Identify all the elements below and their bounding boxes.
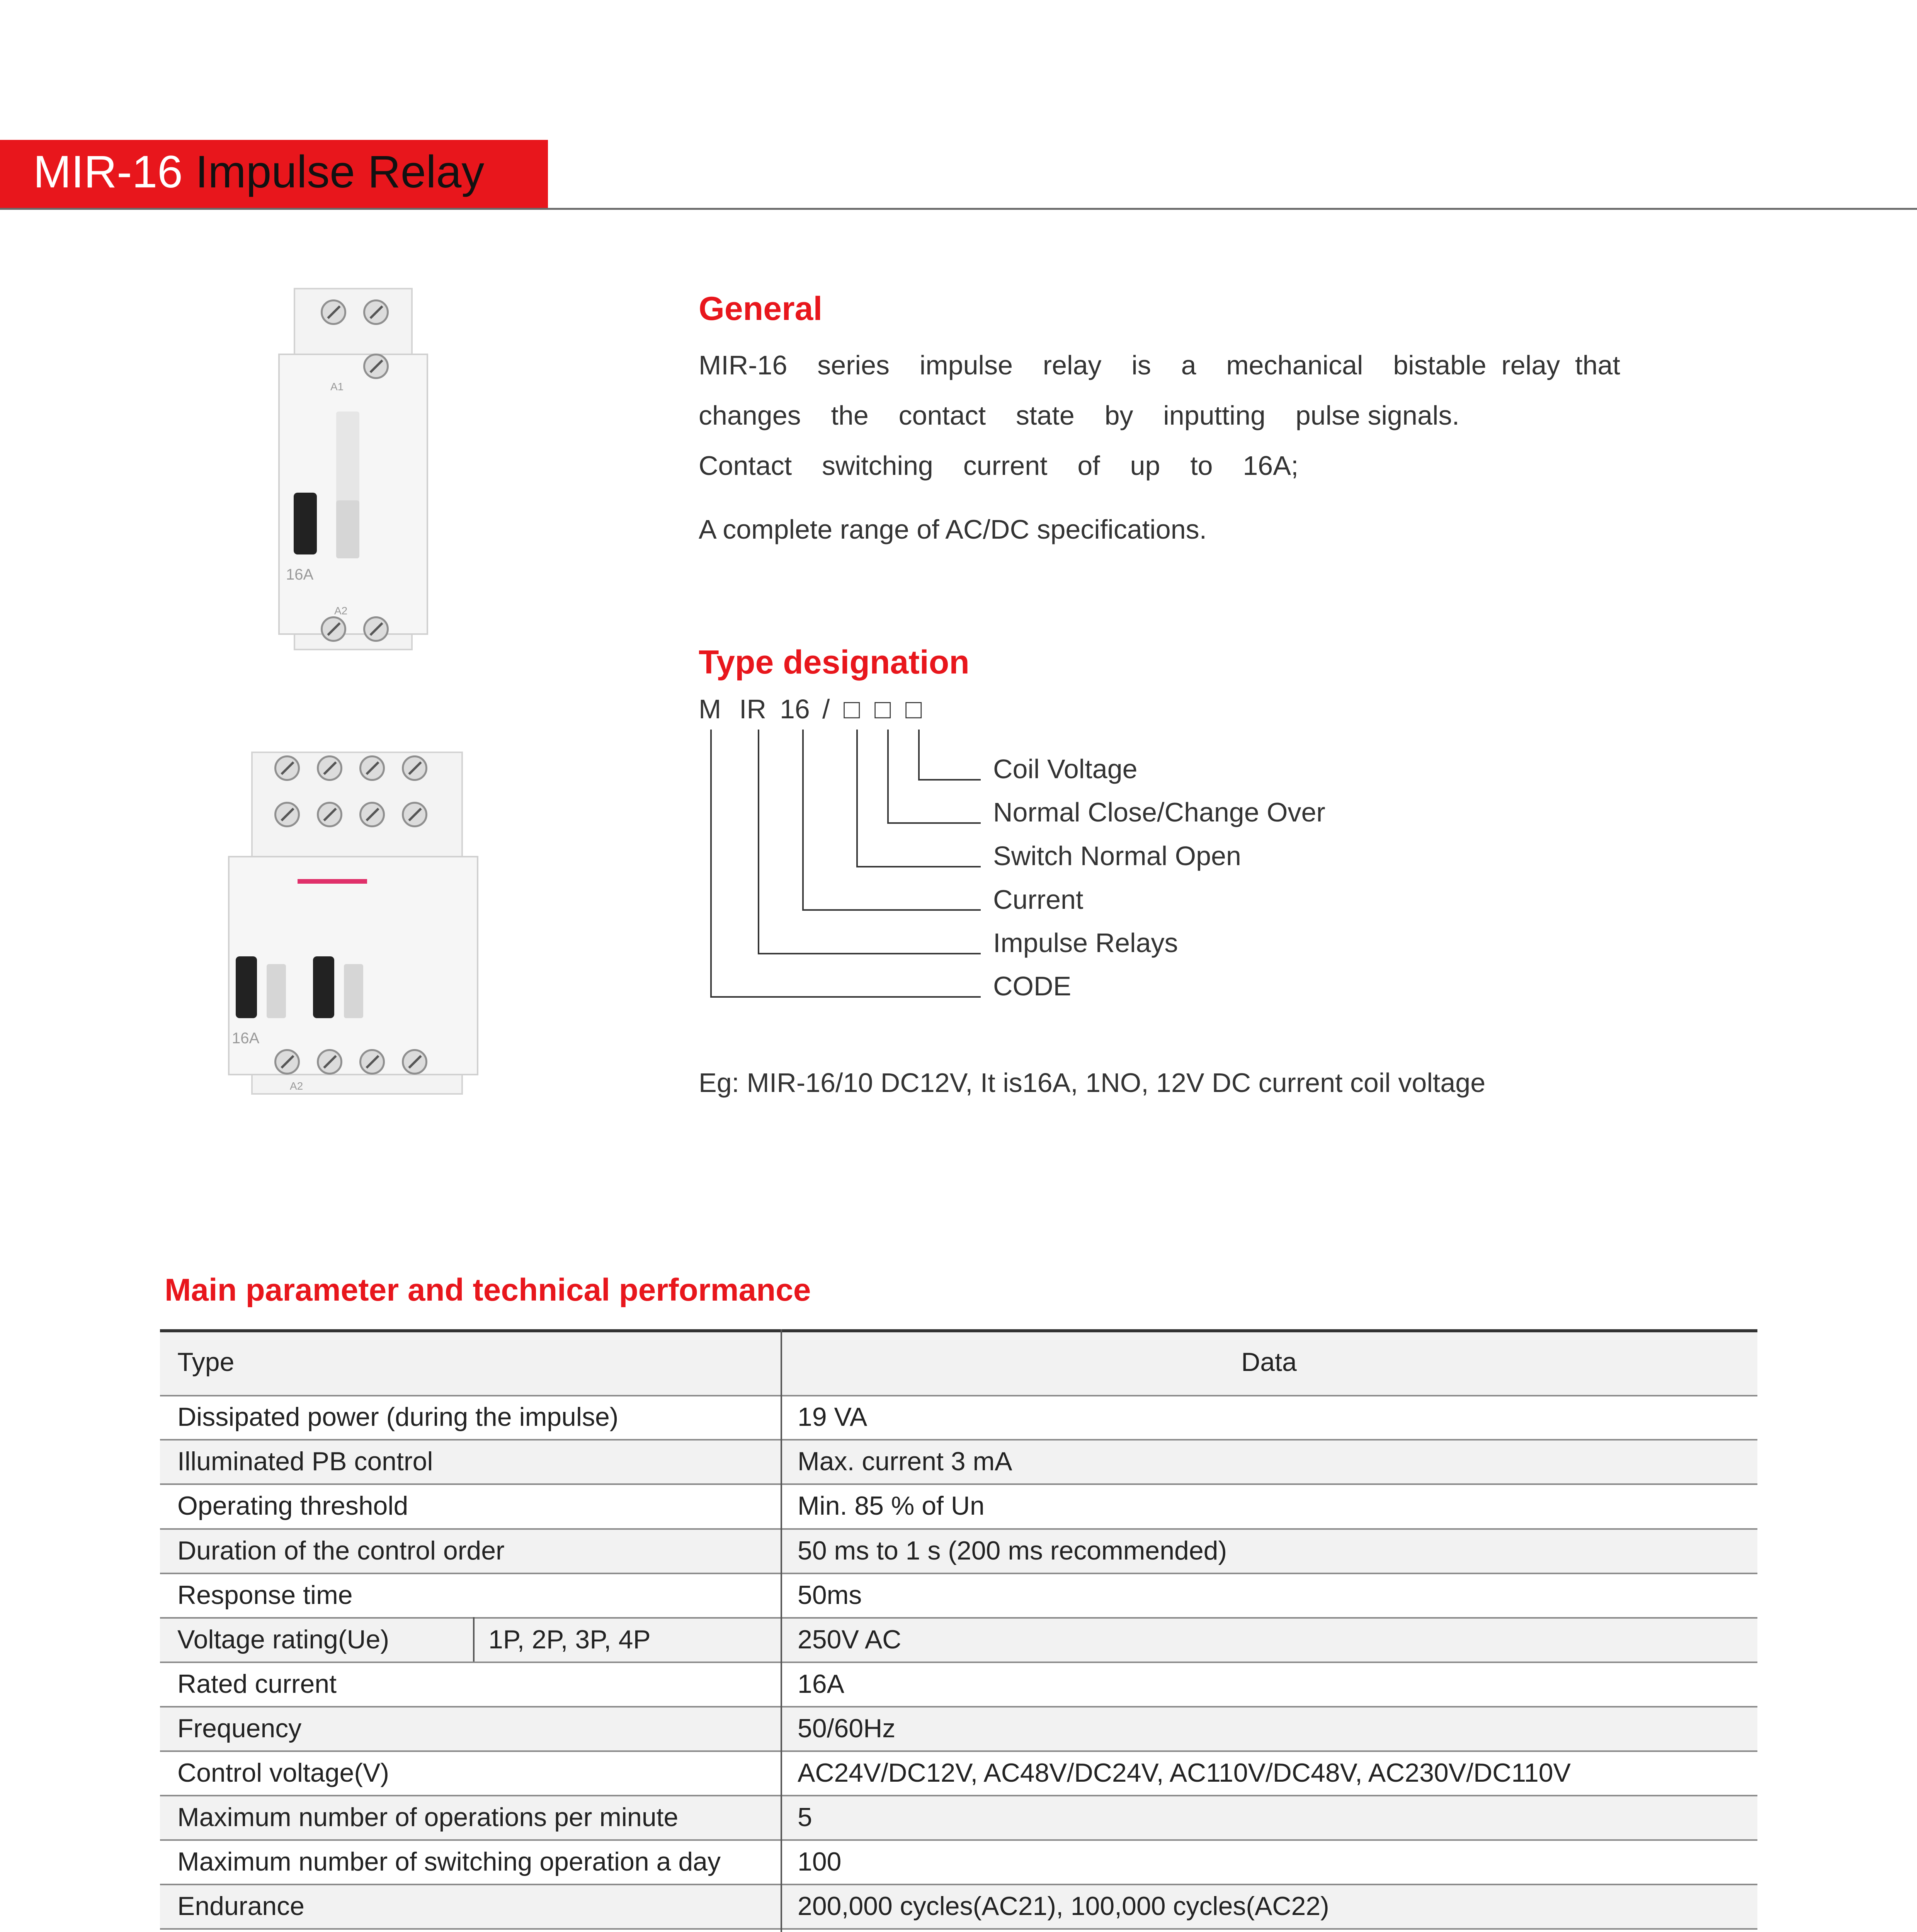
- params-heading: Main parameter and technical performance: [165, 1272, 811, 1308]
- label-a2-double: A2: [290, 1080, 303, 1092]
- sub-column-divider: [473, 1617, 475, 1662]
- code-part-m: M: [699, 694, 721, 724]
- row-divider: [160, 1395, 1757, 1396]
- row-sub-label: 1P, 2P, 3P, 4P: [488, 1624, 651, 1654]
- type-designation-heading: Type designation: [699, 644, 970, 681]
- row-label: Illuminated PB control: [177, 1446, 433, 1476]
- row-label: Frequency: [177, 1713, 302, 1743]
- rating-label-2: 16A: [232, 1030, 260, 1047]
- table-row: [160, 1706, 1757, 1750]
- product-image-double: [220, 740, 491, 1107]
- table-row: [160, 1750, 1757, 1795]
- general-heading: General: [699, 290, 823, 327]
- row-label: Rated current: [177, 1669, 337, 1699]
- row-label: Maximum number of switching operation a day: [177, 1847, 721, 1876]
- row-divider: [160, 1483, 1757, 1485]
- general-line-3: Contact switching current of up to 16A;: [699, 451, 1299, 481]
- table-row: [160, 1528, 1757, 1573]
- designation-connector-lines: [699, 726, 992, 1012]
- general-line-2: changes the contact state by inputting pulse signals.: [699, 400, 1459, 430]
- title-product: Impulse Relay: [182, 146, 485, 197]
- row-value: 50 ms to 1 s (200 ms recommended): [798, 1536, 1227, 1565]
- row-label: Response time: [177, 1580, 353, 1610]
- row-value: 19 VA: [798, 1402, 867, 1432]
- header-data: Data: [1241, 1347, 1297, 1377]
- general-line-1: MIR-16 series impulse relay is a mechanical bistable relay that: [699, 350, 1620, 380]
- designation-current: Current: [993, 884, 1084, 915]
- table-header-row: [160, 1329, 1757, 1395]
- designation-example: Eg: MIR-16/10 DC12V, It is16A, 1NO, 12V DC current coil voltage: [699, 1068, 1486, 1098]
- params-table: [160, 1329, 1757, 1932]
- table-row: [160, 1839, 1757, 1884]
- designation-normal-close: Normal Close/Change Over: [993, 797, 1325, 827]
- row-divider: [160, 1617, 1757, 1619]
- header-type: Type: [177, 1347, 235, 1377]
- row-divider: [160, 1928, 1757, 1930]
- designation-impulse-relays: Impulse Relays: [993, 928, 1178, 958]
- table-top-rule: [160, 1329, 1757, 1332]
- row-label: Operating threshold: [177, 1491, 408, 1520]
- page-title: [33, 145, 484, 199]
- label-a2: A2: [334, 605, 348, 617]
- designation-code: CODE: [993, 971, 1072, 1001]
- title-model: MIR-16: [33, 146, 183, 197]
- row-divider: [160, 1795, 1757, 1796]
- code-part-ir: IR: [739, 694, 766, 724]
- row-label: Maximum number of operations per minute: [177, 1802, 679, 1832]
- table-row: [160, 1573, 1757, 1617]
- table-row: [160, 1884, 1757, 1928]
- label-a1: A1: [330, 381, 344, 393]
- header-rule: [0, 208, 1917, 210]
- designation-switch-normal-open: Switch Normal Open: [993, 841, 1241, 871]
- row-value: 50/60Hz: [798, 1713, 896, 1743]
- row-divider: [160, 1439, 1757, 1440]
- row-label: Duration of the control order: [177, 1536, 505, 1565]
- row-label: Endurance: [177, 1891, 304, 1921]
- general-line-4: A complete range of AC/DC specifications.: [699, 514, 1207, 544]
- code-part-slash: /: [822, 694, 830, 724]
- row-value: Min. 85 % of Un: [798, 1491, 985, 1520]
- row-divider: [160, 1750, 1757, 1752]
- row-value: 5: [798, 1802, 812, 1832]
- table-row: [160, 1483, 1757, 1528]
- row-divider: [160, 1706, 1757, 1708]
- code-box-1: □: [844, 694, 860, 724]
- row-divider: [160, 1884, 1757, 1885]
- row-divider: [160, 1573, 1757, 1574]
- row-value: 250V AC: [798, 1624, 902, 1654]
- table-row: [160, 1617, 1757, 1662]
- row-label: Control voltage(V): [177, 1758, 390, 1787]
- row-divider: [160, 1662, 1757, 1663]
- row-divider: [160, 1528, 1757, 1530]
- designation-coil-voltage: Coil Voltage: [993, 754, 1138, 784]
- row-label: Dissipated power (during the impulse): [177, 1402, 619, 1432]
- row-label: Voltage rating(Ue): [177, 1624, 390, 1654]
- code-part-16: 16: [780, 694, 810, 724]
- type-code: [699, 694, 938, 728]
- table-row: [160, 1662, 1757, 1706]
- row-value: 50ms: [798, 1580, 862, 1610]
- table-row: [160, 1439, 1757, 1483]
- code-box-2: □: [874, 694, 891, 724]
- product-image-single: [263, 284, 448, 651]
- row-value: 200,000 cycles(AC21), 100,000 cycles(AC22): [798, 1891, 1329, 1921]
- row-value: AC24V/DC12V, AC48V/DC24V, AC110V/DC48V, AC230V/DC110V: [798, 1758, 1571, 1787]
- table-row: [160, 1795, 1757, 1839]
- code-box-3: □: [905, 694, 922, 724]
- row-value: Max. current 3 mA: [798, 1446, 1012, 1476]
- row-divider: [160, 1839, 1757, 1841]
- row-value: 100: [798, 1847, 842, 1876]
- row-value: 16A: [798, 1669, 844, 1699]
- column-divider: [781, 1329, 782, 1932]
- rating-label: 16A: [286, 566, 314, 583]
- table-row: [160, 1395, 1757, 1439]
